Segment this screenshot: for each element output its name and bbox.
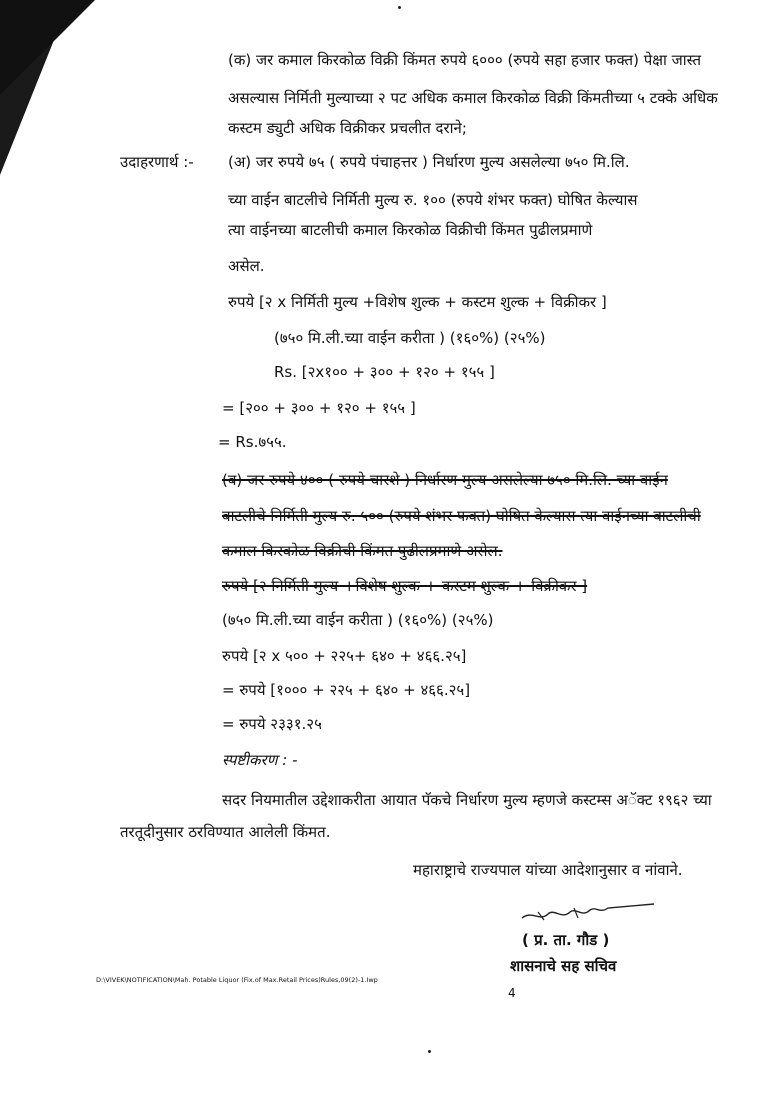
explanation-line-2: तरतूदीनुसार ठरविण्यात आलेली किंमत. bbox=[120, 823, 331, 841]
example-b-line-7: = रुपये [१००० + २२५ + ६४० + ४६६.२५] bbox=[222, 681, 471, 699]
explanation-heading: स्पष्टीकरण : - bbox=[222, 751, 298, 769]
example-a-line-4: असेल. bbox=[228, 257, 265, 275]
clause-k-line-2: असल्यास निर्मिती मुल्याच्या २ पट अधिक कमाल किरकोळ विक्री किंमतीच्या ५ टक्के अधिक bbox=[228, 89, 718, 107]
scan-speck bbox=[428, 1050, 431, 1053]
example-a-line-2: च्या वाईन बाटलीचे निर्मिती मुल्य रु. १०० (रुपये शंभर फक्त) घोषित केल्यास bbox=[228, 191, 638, 209]
clause-k-line-3: कस्टम ड्युटी अधिक विक्रीकर प्रचलीत दराने; bbox=[228, 119, 467, 137]
example-b-line-5: (७५० मि.ली.च्या वाईन करीता ) (१६०%) (२५%) bbox=[222, 611, 494, 629]
example-b-result: = रुपये २३३१.२५ bbox=[222, 715, 322, 733]
example-b-line-4: रुपये [२ निर्मिती मुल्य +विशेष शुल्क + कस्टम शुल्क + विक्रीकर ] bbox=[222, 577, 588, 595]
clause-k-line-1: (क) जर कमाल किरकोळ विक्री किंमत रुपये ६००० (रुपये सहा हजार फक्त) पेक्षा जास्त bbox=[228, 51, 702, 69]
example-b-line-6: रुपये [२ x ५०० + २२५+ ६४० + ४६६.२५] bbox=[222, 647, 467, 665]
example-a-line-3: त्या वाईनच्या बाटलीची कमाल किरकोळ विक्रीची किंमत पुढीलप्रमाणे bbox=[228, 221, 593, 239]
page-number: 4 bbox=[508, 986, 516, 1000]
example-label: उदाहरणार्थ :- bbox=[120, 153, 194, 171]
formula-a-result: = Rs.७५५. bbox=[218, 433, 287, 451]
formula-a-line-3: Rs. [२x१०० + ३०० + १२० + १५५ ] bbox=[274, 363, 495, 381]
formula-a-line-2: (७५० मि.ली.च्या वाईन करीता ) (१६०%) (२५%) bbox=[274, 329, 546, 347]
example-b-line-1: (ब) जर रुपये ४०० ( रुपये चारशे ) निर्धारण मुल्य असलेल्या ७५० मि.लि. च्या वाईन bbox=[222, 471, 668, 489]
example-b-line-2: बाटलीचे निर्मिती मुल्य रु. ५०० (रुपये शंभर फक्त) घोषित केल्यास त्या वाईनच्या बाटलीची bbox=[222, 507, 701, 525]
explanation-line-1: सदर नियमातील उद्देशाकरीता आयात पॅकचे निर्धारण मुल्य म्हणजे कस्टम्स अॅक्ट १९६२ च्या bbox=[222, 791, 712, 809]
formula-a-line-1: रुपये [२ x निर्मिती मुल्य +विशेष शुल्क + कस्टम शुल्क + विक्रीकर ] bbox=[228, 293, 607, 311]
scan-corner-shadow-inner bbox=[0, 0, 95, 95]
order-authority: महाराष्ट्राचे राज्यपाल यांच्या आदेशानुसार व नांवाने. bbox=[413, 861, 683, 879]
signatory-name: ( प्र. ता. गौड ) bbox=[522, 931, 610, 949]
example-b-line-3: कमाल किरकोळ विक्रीची किंमत पुढीलप्रमाणे असेल. bbox=[222, 542, 503, 560]
footer-file-path: D:\VIVEK\NOTIFICATION\Mah. Potable Liquor (Fix.of Max.Retail Prices)Rules,09(2)-1.Iwp bbox=[96, 976, 378, 984]
formula-a-line-4: = [२०० + ३०० + १२० + १५५ ] bbox=[222, 399, 416, 417]
signature-mark bbox=[518, 898, 658, 928]
signatory-designation: शासनाचे सह सचिव bbox=[510, 957, 617, 975]
example-a-line-1: (अ) जर रुपये ७५ ( रुपये पंचाहत्तर ) निर्धारण मुल्य असलेल्या ७५० मि.लि. bbox=[228, 153, 630, 171]
scan-speck bbox=[398, 6, 401, 9]
